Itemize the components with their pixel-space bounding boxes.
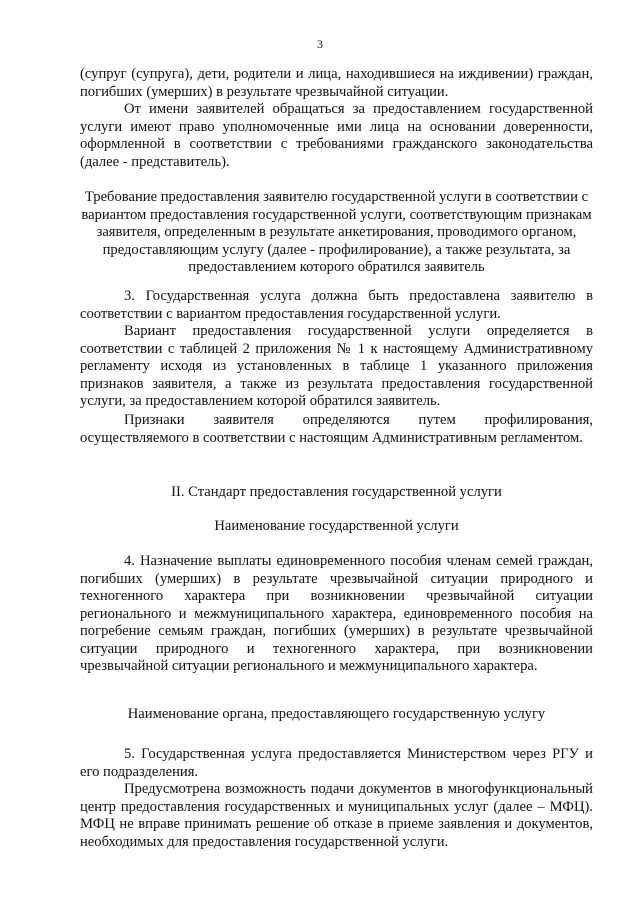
paragraph-5: 5. Государственная услуга предоставляется Министерством через РГУ и его подразделения.: [80, 746, 593, 780]
paragraph-3-signs: Признаки заявителя определяются путем профилирования, осуществляемого в соответствии с настоящим Административным регламентом.: [80, 412, 593, 446]
section-2-title: II. Стандарт предоставления государственной услуги: [171, 484, 502, 500]
paragraph-5-mfc: Предусмотрена возможность подачи документов в многофункциональный центр предоставления государственных и муниципальных услуг (далее – МФЦ). МФЦ не вправе принимать решение об отказе в приеме заявления и документов, необходимых для предоставления государственной услуги.: [80, 781, 593, 850]
heading-organ: Наименование органа, предоставляющего государственную услугу: [127, 706, 546, 722]
paragraph-representative: От имени заявителей обращаться за предоставлением государственной услуги имеют право уполномоченные ими лица на основании доверенности, оформленной в соответствии с требованиями гражданского законодательства (далее - представитель).: [80, 101, 593, 170]
heading-service-name: Наименование государственной услуги: [214, 518, 459, 534]
page-number: 3: [317, 37, 323, 51]
paragraph-continued: (супруг (супруга), дети, родители и лица, находившиеся на иждивении) граждан, погибших (умерших) в результате чрезвычайной ситуации.: [80, 66, 593, 100]
heading-profiling: Требование предоставления заявителю государственной услуги в соответствии с вариантом предоставления государственной услуги, соответствующим признакам заявителя, определенным в результате анкетирования, проводимого органом, предоставляющим услугу (далее - профилирование), а также результата, за предоставлением которого обратился заявитель: [81, 189, 592, 275]
paragraph-3-variant: Вариант предоставления государственной услуги определяется в соответствии с таблицей 2 приложения № 1 к настоящему Административному регламенту исходя из установленных в таблице 1 указанного приложения признаков заявителя, а также из результата предоставления государственной услуги, за предоставлением которой обратился заявитель.: [80, 323, 593, 409]
paragraph-4: 4. Назначение выплаты единовременного пособия членам семей граждан, погибших (умерших) в результате чрезвычайной ситуации природного и техногенного характера при возникновении чрезвычайной ситуации регионального и межмуниципального характера, единовременного пособия на погребение семьям граждан, погибших (умерших) в результате чрезвычайной ситуации природного и техногенного характера, при возникновении чрезвычайной ситуации регионального и межмуниципального характера.: [80, 553, 593, 674]
paragraph-3: 3. Государственная услуга должна быть предоставлена заявителю в соответствии с вариантом предоставления государственной услуги.: [80, 288, 593, 322]
